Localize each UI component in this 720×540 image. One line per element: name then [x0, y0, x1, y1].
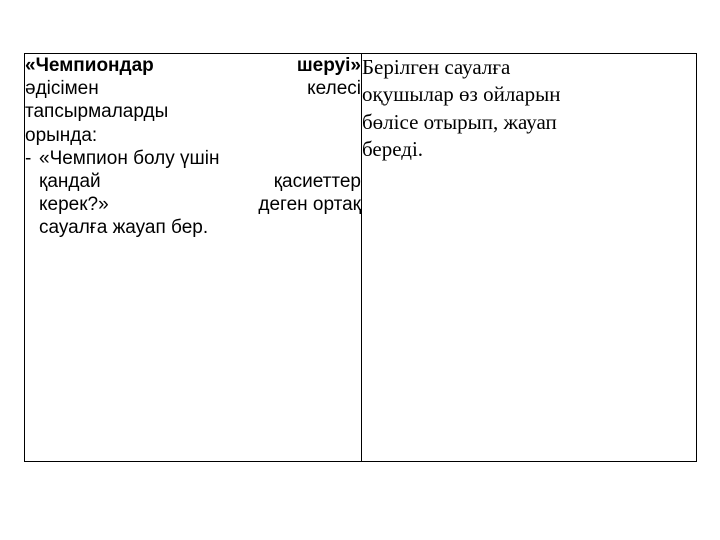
- bullet-line-2-a: қандай: [39, 170, 101, 192]
- response-line-2: оқушылар өз ойларын: [362, 82, 561, 107]
- intro-line-1-rest: шеруі»: [296, 55, 361, 76]
- table-row: [25, 54, 697, 462]
- intro-line-2-rest: келесі: [307, 78, 361, 100]
- task-bullet: [25, 147, 361, 240]
- intro-line-3: тапсырмаларды: [25, 101, 169, 123]
- content-table: [24, 53, 697, 462]
- task-intro: [25, 54, 361, 147]
- bullet-line-2-b: қасиеттер: [273, 170, 361, 192]
- bullet-text: [39, 147, 361, 240]
- intro-line-4: орында:: [25, 124, 98, 146]
- bullet-line-1: «Чемпион болу үшін: [39, 147, 220, 169]
- intro-line-2-lead: әдісімен: [25, 78, 99, 100]
- intro-line-1-lead: «Чемпиондар: [25, 55, 154, 76]
- intro-line-2: [25, 77, 361, 100]
- response-text: [362, 54, 696, 163]
- bullet-marker: -: [25, 147, 32, 169]
- table-cell-task: [25, 54, 362, 462]
- response-line-3: бөлісе отырып, жауап: [362, 109, 557, 134]
- response-line-4: береді.: [362, 136, 424, 161]
- bullet-line-3-b: деген ортақ: [258, 194, 361, 216]
- bullet-line-3: [39, 193, 361, 216]
- intro-line-1: [25, 54, 361, 77]
- bullet-line-2: [39, 170, 361, 193]
- response-line-1: Берілген сауалға: [362, 55, 511, 79]
- bullet-line-4: сауалға жауап бер.: [39, 217, 209, 239]
- table-cell-response: [362, 54, 697, 462]
- bullet-line-3-a: керек?»: [39, 194, 109, 216]
